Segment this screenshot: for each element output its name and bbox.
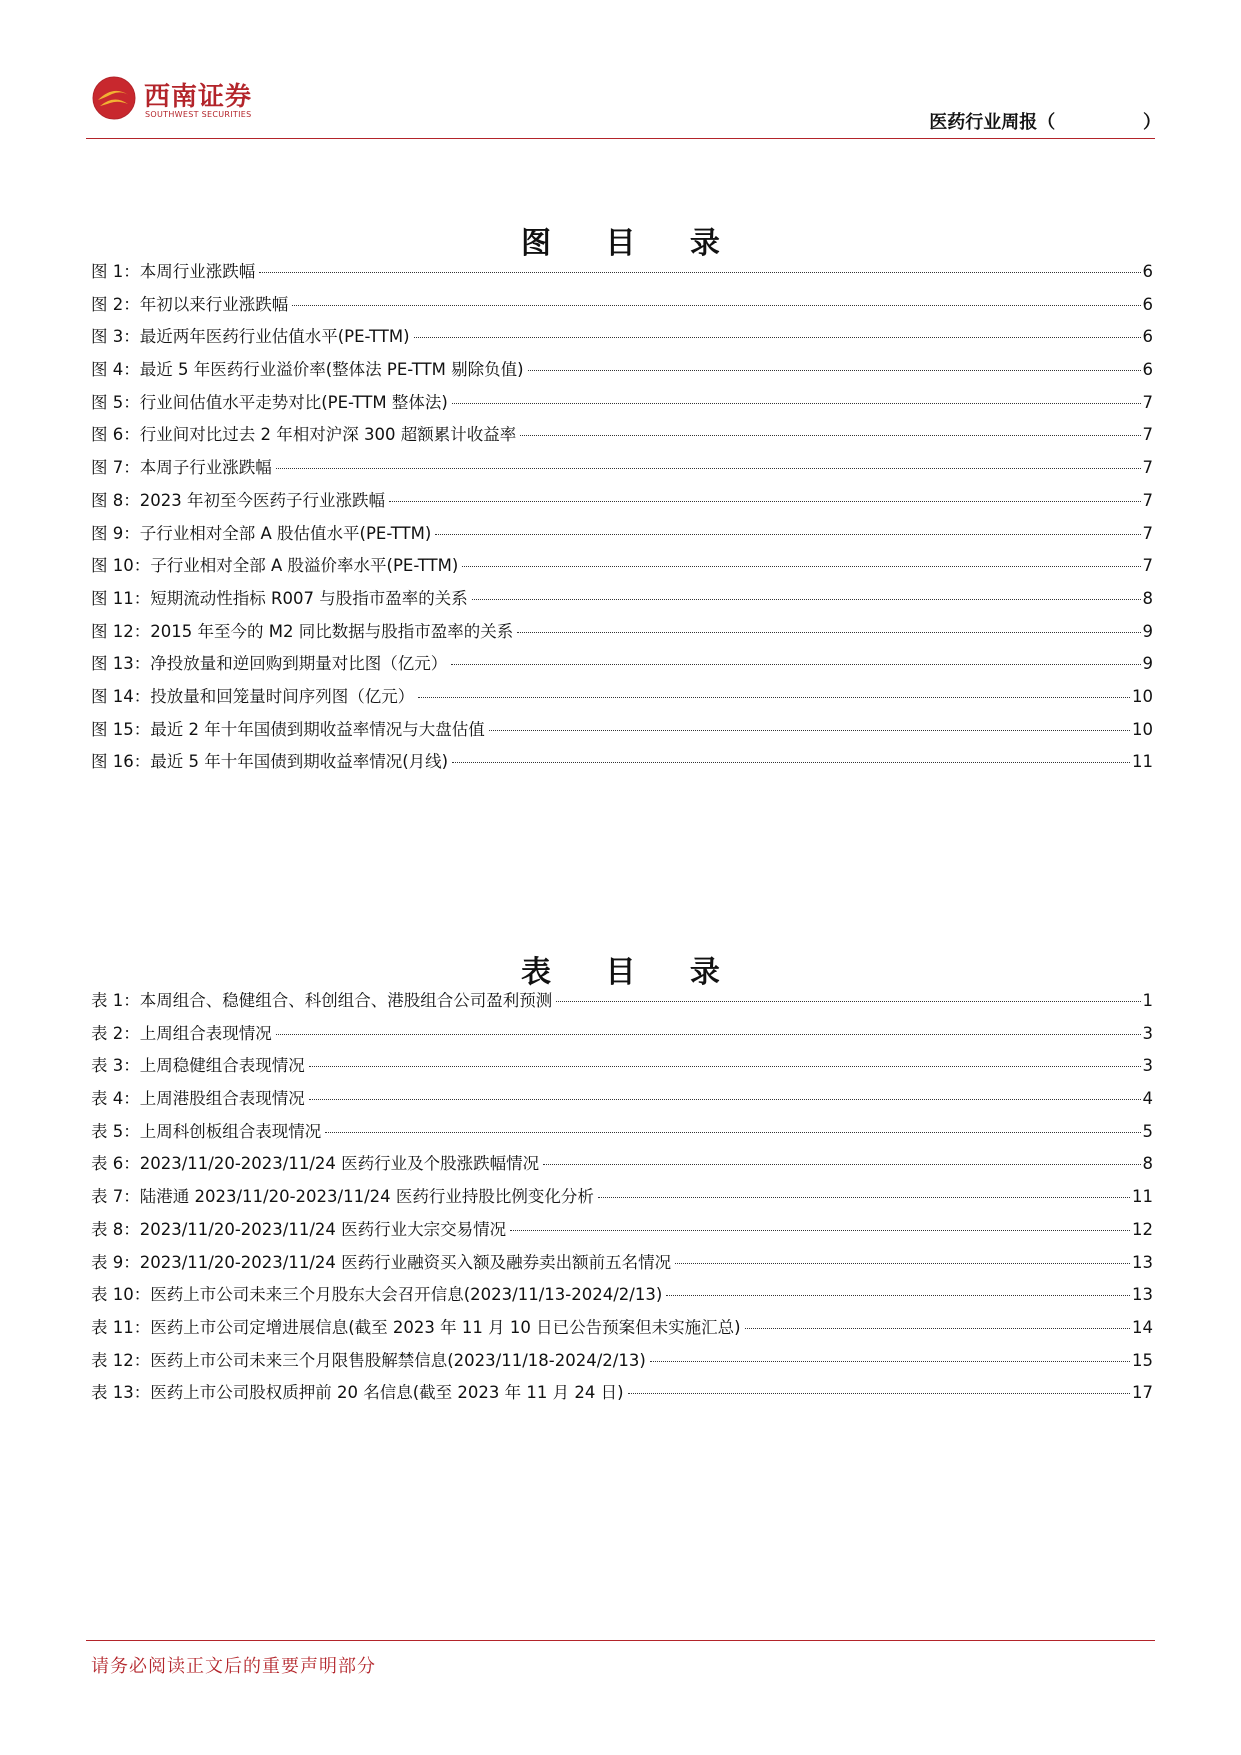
toc-dot-leader — [276, 1034, 1141, 1035]
toc-entry-label: 图 3：最近两年医药行业估值水平(PE-TTM) — [91, 327, 410, 347]
toc-dot-leader — [451, 664, 1140, 665]
toc-dot-leader — [650, 1361, 1130, 1362]
toc-dot-leader — [510, 1230, 1130, 1231]
tables-toc-title: 表 目 录 — [521, 955, 742, 990]
toc-entry-page: 15 — [1132, 1350, 1153, 1370]
logo-text-en: SOUTHWEST SECURITIES — [145, 110, 252, 119]
footer-divider — [86, 1640, 1155, 1641]
toc-entry-page: 4 — [1142, 1089, 1153, 1109]
toc-entry-page: 9 — [1142, 621, 1153, 641]
toc-dot-leader — [543, 1164, 1140, 1165]
toc-entry-label: 表 13：医药上市公司股权质押前 20 名信息(截至 2023 年 11 月 24 日) — [91, 1383, 624, 1403]
toc-entry[interactable] — [91, 1281, 1153, 1314]
toc-entry-label: 图 10：子行业相对全部 A 股溢价率水平(PE-TTM) — [91, 556, 459, 576]
toc-entry[interactable] — [91, 1249, 1153, 1282]
toc-entry-page: 7 — [1142, 556, 1153, 576]
toc-entry[interactable] — [91, 618, 1153, 651]
toc-entry-page: 7 — [1142, 458, 1153, 478]
toc-entry-label: 图 14：投放量和回笼量时间序列图（亿元） — [91, 686, 415, 706]
toc-dot-leader — [528, 370, 1141, 371]
toc-entry[interactable] — [91, 987, 1153, 1020]
toc-entry-page: 7 — [1142, 392, 1153, 412]
toc-entry-label: 图 6：行业间对比过去 2 年相对沪深 300 超额累计收益率 — [91, 425, 517, 445]
toc-entry-page: 5 — [1142, 1121, 1153, 1141]
figures-toc-title: 图 目 录 — [521, 226, 742, 261]
toc-dot-leader — [598, 1197, 1130, 1198]
toc-entry[interactable] — [91, 323, 1153, 356]
toc-entry-page: 3 — [1142, 1023, 1153, 1043]
toc-entry-label: 图 7：本周子行业涨跌幅 — [91, 458, 272, 478]
toc-entry-label: 表 11：医药上市公司定增进展信息(截至 2023 年 11 月 10 日已公告预案但未实施汇总) — [91, 1317, 741, 1337]
toc-entry[interactable] — [91, 1216, 1153, 1249]
toc-entry[interactable] — [91, 520, 1153, 553]
toc-entry[interactable] — [91, 421, 1153, 454]
toc-entry-page: 8 — [1142, 588, 1153, 608]
toc-entry-label: 表 6：2023/11/20-2023/11/24 医药行业及个股涨跌幅情况 — [91, 1154, 540, 1174]
toc-dot-leader — [628, 1393, 1130, 1394]
company-logo — [92, 74, 252, 126]
footer-disclaimer: 请务必阅读正文后的重要声明部分 — [91, 1656, 376, 1677]
toc-entry-page: 8 — [1142, 1154, 1153, 1174]
tables-toc-list — [91, 987, 1153, 1412]
toc-entry-label: 图 5：行业间估值水平走势对比(PE-TTM 整体法) — [91, 392, 448, 412]
toc-dot-leader — [472, 599, 1141, 600]
toc-entry-page: 6 — [1142, 294, 1153, 314]
toc-entry-label: 图 12：2015 年至今的 M2 同比数据与股指市盈率的关系 — [91, 621, 514, 641]
toc-dot-leader — [556, 1001, 1140, 1002]
report-title: 医药行业周报（ ） — [929, 112, 1161, 133]
toc-entry-page: 13 — [1132, 1252, 1153, 1272]
toc-entry-page: 7 — [1142, 490, 1153, 510]
toc-entry-label: 表 2：上周组合表现情况 — [91, 1023, 272, 1043]
toc-entry-page: 10 — [1132, 686, 1153, 706]
toc-entry-label: 图 1：本周行业涨跌幅 — [91, 262, 256, 281]
logo-mark-icon — [92, 76, 136, 120]
toc-entry-page: 11 — [1132, 1187, 1153, 1207]
toc-entry-label: 表 12：医药上市公司未来三个月限售股解禁信息(2023/11/18-2024/2/13) — [91, 1350, 646, 1370]
logo-text-cn: 西南证券 — [144, 82, 253, 112]
toc-entry-label: 表 1：本周组合、稳健组合、科创组合、港股组合公司盈利预测 — [91, 991, 553, 1010]
toc-entry[interactable] — [91, 1150, 1153, 1183]
toc-dot-leader — [452, 762, 1130, 763]
toc-entry[interactable] — [91, 683, 1153, 716]
toc-dot-leader — [435, 534, 1140, 535]
toc-dot-leader — [325, 1132, 1140, 1133]
toc-entry-page: 17 — [1132, 1383, 1153, 1403]
toc-entry[interactable] — [91, 487, 1153, 520]
toc-entry[interactable] — [91, 716, 1153, 749]
toc-dot-leader — [452, 403, 1141, 404]
toc-entry-label: 表 4：上周港股组合表现情况 — [91, 1089, 305, 1109]
toc-dot-leader — [666, 1295, 1130, 1296]
toc-entry-page: 14 — [1132, 1317, 1153, 1337]
toc-entry-label: 图 8：2023 年初至今医药子行业涨跌幅 — [91, 490, 385, 510]
toc-entry[interactable] — [91, 454, 1153, 487]
toc-entry-page: 13 — [1132, 1285, 1153, 1305]
toc-dot-leader — [309, 1066, 1141, 1067]
toc-entry-page: 6 — [1142, 360, 1153, 380]
toc-entry-label: 表 7：陆港通 2023/11/20-2023/11/24 医药行业持股比例变化分析 — [91, 1187, 594, 1207]
toc-entry[interactable] — [91, 1020, 1153, 1053]
toc-entry-label: 表 3：上周稳健组合表现情况 — [91, 1056, 305, 1076]
toc-dot-leader — [462, 566, 1140, 567]
toc-dot-leader — [517, 632, 1140, 633]
toc-entry-page: 3 — [1142, 1056, 1153, 1076]
toc-entry-page: 6 — [1142, 327, 1153, 347]
toc-entry[interactable] — [91, 1347, 1153, 1380]
toc-entry[interactable] — [91, 1052, 1153, 1085]
figures-toc-list — [91, 258, 1153, 781]
toc-entry-label: 图 15：最近 2 年十年国债到期收益率情况与大盘估值 — [91, 719, 485, 739]
toc-entry-label: 表 8：2023/11/20-2023/11/24 医药行业大宗交易情况 — [91, 1219, 507, 1239]
toc-dot-leader — [292, 305, 1140, 306]
toc-entry-label: 图 4：最近 5 年医药行业溢价率(整体法 PE-TTM 剔除负值) — [91, 360, 524, 380]
toc-entry-page: 11 — [1132, 752, 1153, 772]
toc-entry-label: 图 16：最近 5 年十年国债到期收益率情况(月线) — [91, 752, 449, 772]
toc-entry[interactable] — [91, 356, 1153, 389]
toc-entry[interactable] — [91, 552, 1153, 585]
toc-entry[interactable] — [91, 748, 1153, 781]
toc-dot-leader — [418, 697, 1130, 698]
toc-entry-label: 图 11：短期流动性指标 R007 与股指市盈率的关系 — [91, 588, 468, 608]
toc-entry[interactable] — [91, 291, 1153, 324]
toc-dot-leader — [414, 337, 1141, 338]
toc-entry[interactable] — [91, 1118, 1153, 1151]
toc-entry-page: 7 — [1142, 523, 1153, 543]
toc-entry[interactable] — [91, 1379, 1153, 1412]
toc-entry-page: 7 — [1142, 425, 1153, 445]
toc-entry-page: 6 — [1142, 262, 1153, 281]
toc-entry-page: 1 — [1142, 991, 1153, 1010]
toc-dot-leader — [745, 1328, 1130, 1329]
toc-dot-leader — [389, 501, 1141, 502]
page-header — [0, 0, 1241, 142]
toc-entry-label: 表 10：医药上市公司未来三个月股东大会召开信息(2023/11/13-2024/2/13) — [91, 1285, 663, 1305]
toc-entry[interactable] — [91, 1183, 1153, 1216]
toc-dot-leader — [520, 435, 1140, 436]
toc-entry-page: 10 — [1132, 719, 1153, 739]
toc-entry-page: 12 — [1132, 1219, 1153, 1239]
toc-entry-label: 图 9：子行业相对全部 A 股估值水平(PE-TTM) — [91, 523, 432, 543]
toc-entry[interactable] — [91, 258, 1153, 291]
toc-entry-page: 9 — [1142, 654, 1153, 674]
toc-dot-leader — [309, 1099, 1141, 1100]
toc-entry-label: 图 13：净投放量和逆回购到期量对比图（亿元） — [91, 654, 448, 674]
toc-dot-leader — [489, 730, 1130, 731]
toc-entry[interactable] — [91, 585, 1153, 618]
toc-entry-label: 表 5：上周科创板组合表现情况 — [91, 1121, 322, 1141]
header-divider — [86, 138, 1155, 139]
toc-entry-label: 图 2：年初以来行业涨跌幅 — [91, 294, 289, 314]
toc-entry-label: 表 9：2023/11/20-2023/11/24 医药行业融资买入额及融券卖出额前五名情况 — [91, 1252, 672, 1272]
toc-entry[interactable] — [91, 1085, 1153, 1118]
toc-entry[interactable] — [91, 1314, 1153, 1347]
toc-dot-leader — [259, 272, 1140, 273]
toc-entry[interactable] — [91, 650, 1153, 683]
toc-entry[interactable] — [91, 389, 1153, 422]
toc-dot-leader — [276, 468, 1141, 469]
toc-dot-leader — [675, 1263, 1130, 1264]
